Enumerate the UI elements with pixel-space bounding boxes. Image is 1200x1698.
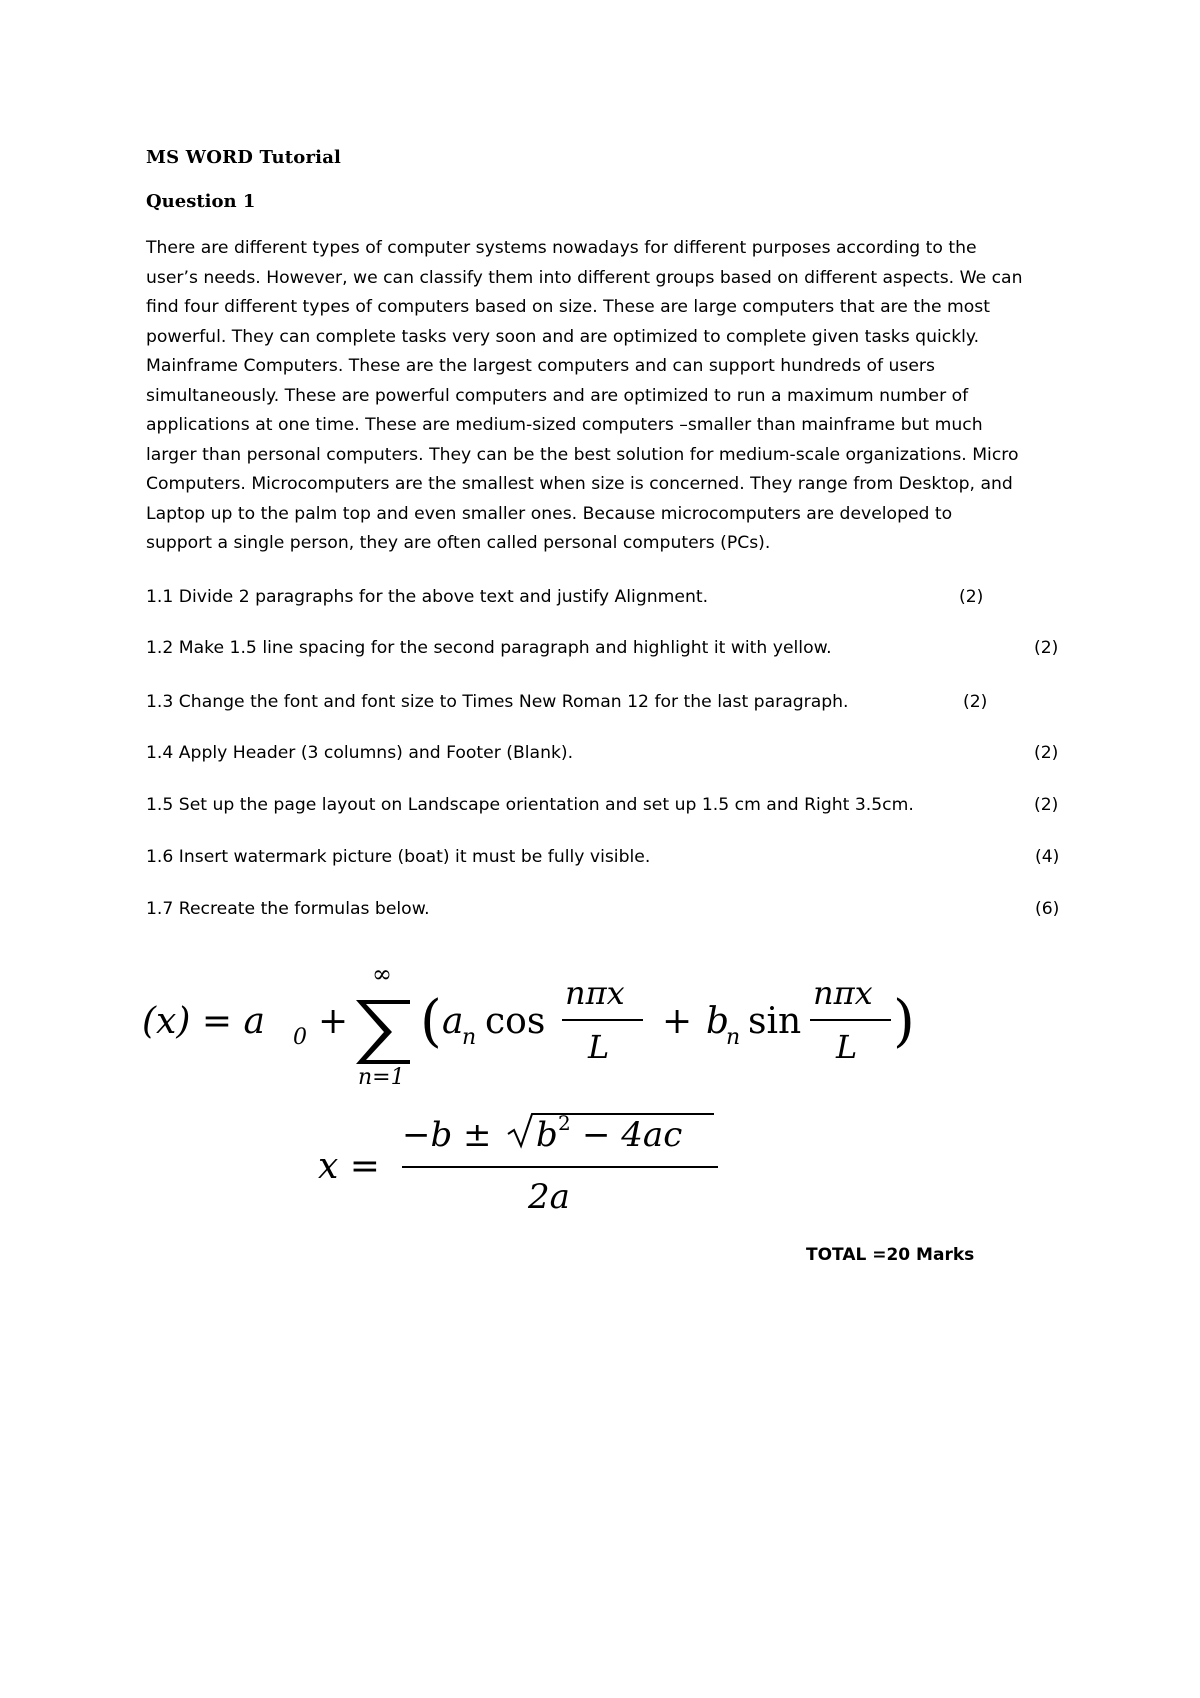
- formula1-plus-2: +: [662, 1001, 693, 1042]
- task-1-5: 1.5 Set up the page layout on Landscape orientation and set up 1.5 cm and Right 3.5cm.: [146, 795, 914, 815]
- formula1-a-n-sub: n: [462, 1025, 477, 1050]
- paragraph-line: powerful. They can complete tasks very soon and are optimized to complete given tasks quickly.: [146, 326, 980, 347]
- body-paragraph: [146, 234, 1066, 559]
- total-marks: TOTAL =20 Marks: [806, 1245, 975, 1265]
- task-1-2: 1.2 Make 1.5 line spacing for the second paragraph and highlight it with yellow.: [146, 638, 832, 658]
- formula1-frac2-num: nπx: [813, 974, 873, 1012]
- formula1-frac1-den: L: [588, 1028, 610, 1066]
- formula1-close-paren: ): [893, 989, 915, 1054]
- paragraph-line: simultaneously. These are powerful computers and are optimized to run a maximum number of: [146, 385, 969, 406]
- task-1-4: 1.4 Apply Header (3 columns) and Footer (Blank).: [146, 743, 574, 763]
- formula1-plus: +: [318, 1001, 349, 1042]
- task-1-7-marks: (6): [1035, 899, 1060, 919]
- task-1-4-marks: (2): [1034, 743, 1059, 763]
- question-heading: Question 1: [146, 191, 256, 212]
- paragraph-line: larger than personal computers. They can be the best solution for medium-scale organizations. Micro: [146, 444, 1019, 465]
- summation-sign: [356, 1000, 410, 1064]
- task-1-5-marks: (2): [1034, 795, 1059, 815]
- task-1-3: 1.3 Change the font and font size to Times New Roman 12 for the last paragraph.: [146, 692, 849, 712]
- formula2-lhs: x =: [318, 1146, 380, 1187]
- formula1-b-n: b: [706, 1001, 730, 1042]
- formula2-denominator: 2a: [528, 1177, 570, 1217]
- paragraph-line: applications at one time. These are medium-sized computers –smaller than mainframe but much: [146, 415, 983, 435]
- formula1-a-n: a: [442, 1001, 464, 1042]
- task-1-1: 1.1 Divide 2 paragraphs for the above text and justify Alignment.: [146, 587, 709, 607]
- formula1-b-n-sub: n: [726, 1025, 741, 1050]
- sum-upper-limit: ∞: [372, 960, 392, 988]
- fourier-series-formula: [140, 960, 920, 1090]
- formula1-open-paren: (: [420, 989, 442, 1054]
- paragraph-line: support a single person, they are often called personal computers (PCs).: [146, 533, 771, 553]
- paragraph-line: Laptop up to the palm top and even smaller ones. Because microcomputers are developed to: [146, 503, 953, 524]
- task-1-6-marks: (4): [1035, 847, 1060, 867]
- formula1-a-sub: 0: [293, 1025, 307, 1050]
- formula2-radicand-rest: − 4ac: [582, 1115, 683, 1155]
- formula1-sin: sin: [748, 1001, 802, 1042]
- formula2-exponent: 2: [558, 1112, 571, 1135]
- formula1-cos: cos: [485, 1001, 546, 1042]
- task-1-1-marks: (2): [959, 587, 984, 607]
- paragraph-line: Computers. Microcomputers are the smallest when size is concerned. They range from Desktop, and: [146, 474, 1013, 494]
- paragraph-line: user’s needs. However, we can classify them into different groups based on different aspects. We can: [146, 267, 1023, 288]
- quadratic-formula: [318, 1112, 738, 1222]
- document-title: MS WORD Tutorial: [146, 147, 342, 168]
- formula1-frac1-num: nπx: [565, 974, 625, 1012]
- paragraph-line: find four different types of computers based on size. These are large computers that are the most: [146, 297, 990, 317]
- sum-lower-limit: n=1: [358, 1065, 405, 1090]
- formula1-frac2-den: L: [836, 1028, 858, 1066]
- task-1-3-marks: (2): [963, 692, 988, 712]
- formula2-numerator-prefix: −b ±: [402, 1115, 492, 1155]
- task-1-2-marks: (2): [1034, 638, 1059, 658]
- task-1-7: 1.7 Recreate the formulas below.: [146, 899, 430, 919]
- paragraph-line: There are different types of computer systems nowadays for different purposes according to the: [146, 238, 977, 258]
- formula1-lhs: (x) = a: [142, 1001, 265, 1042]
- formula2-radicand: b: [536, 1115, 558, 1155]
- paragraph-line: Mainframe Computers. These are the largest computers and can support hundreds of users: [146, 356, 935, 376]
- task-1-6: 1.6 Insert watermark picture (boat) it must be fully visible.: [146, 847, 651, 867]
